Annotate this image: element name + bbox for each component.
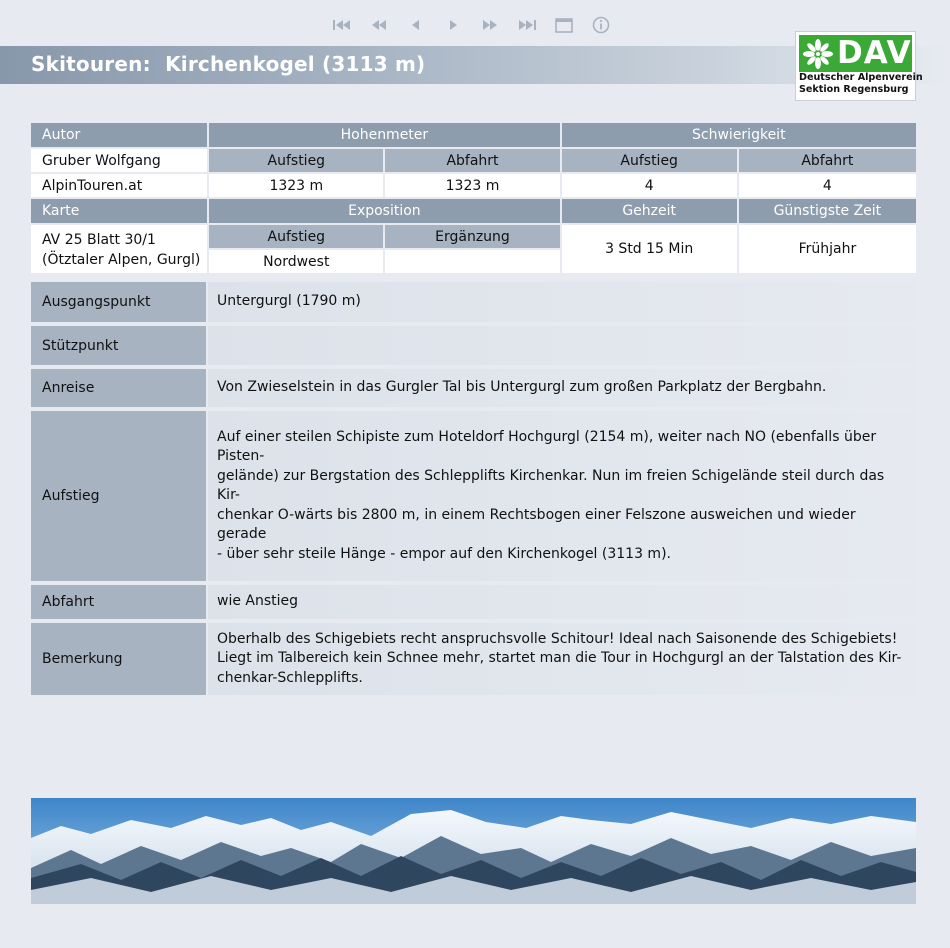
hm-aufstieg-label: Aufstieg bbox=[209, 149, 383, 172]
detail-label: Aufstieg bbox=[31, 411, 206, 581]
zeit-value: Frühjahr bbox=[739, 225, 916, 273]
previous-page-icon[interactable] bbox=[367, 14, 390, 36]
edelweiss-icon bbox=[803, 39, 833, 69]
detail-value bbox=[208, 282, 916, 322]
detail-value bbox=[208, 623, 916, 695]
exp-aufstieg-label: Aufstieg bbox=[209, 225, 383, 248]
detail-value bbox=[208, 411, 916, 581]
hohenmeter-header: Hohenmeter bbox=[209, 123, 559, 147]
first-icon[interactable] bbox=[330, 14, 353, 36]
detail-label: Anreise bbox=[31, 369, 206, 407]
detail-row-abfahrt bbox=[31, 585, 916, 619]
gehzeit-header: Gehzeit bbox=[562, 199, 737, 223]
detail-value bbox=[208, 326, 916, 365]
detail-row-stuetzpunkt bbox=[31, 326, 916, 365]
detail-label: Bemerkung bbox=[31, 623, 206, 695]
last-icon[interactable] bbox=[515, 14, 538, 36]
karte-value bbox=[31, 225, 207, 273]
detail-label: Abfahrt bbox=[31, 585, 206, 619]
karte-line-2: (Ötztaler Alpen, Gurgl) bbox=[42, 251, 201, 268]
exp-ergaenzung-label: Ergänzung bbox=[385, 225, 559, 248]
detail-row-anreise bbox=[31, 369, 916, 407]
karte-header: Karte bbox=[31, 199, 207, 223]
detail-line: wie Anstieg bbox=[217, 593, 299, 610]
detail-value bbox=[208, 585, 916, 619]
autor-name: Gruber Wolfgang bbox=[31, 149, 207, 172]
detail-line: chenkar O-wärts bis 2800 m, in einem Rechtsbogen einer Felszone ausweichen und wieder gerade bbox=[217, 506, 856, 543]
detail-row-bemerkung bbox=[31, 623, 916, 695]
window-icon[interactable] bbox=[552, 14, 575, 36]
schwierigkeit-header: Schwierigkeit bbox=[562, 123, 916, 147]
next-page-icon[interactable] bbox=[478, 14, 501, 36]
sw-abfahrt-label: Abfahrt bbox=[739, 149, 916, 172]
tour-info-table bbox=[29, 121, 918, 275]
logo-line-2: Sektion Regensburg bbox=[799, 84, 909, 95]
detail-line: Oberhalb des Schigebiets recht anspruchsvolle Schitour! Ideal nach Saisonende des Schigebiets! bbox=[217, 630, 898, 647]
autor-header: Autor bbox=[31, 123, 207, 147]
page-title: Skitouren: Kirchenkogel (3113 m) bbox=[31, 52, 426, 76]
autor-source: AlpinTouren.at bbox=[31, 174, 207, 197]
detail-line: Von Zwieselstein in das Gurgler Tal bis Untergurgl zum großen Parkplatz der Bergbahn. bbox=[217, 379, 827, 396]
detail-row-aufstieg bbox=[31, 411, 916, 581]
detail-label: Stützpunkt bbox=[31, 326, 206, 365]
detail-label: Ausgangspunkt bbox=[31, 282, 206, 322]
tour-description-table bbox=[29, 278, 918, 699]
navigation-toolbar bbox=[330, 14, 612, 36]
detail-line: Auf einer steilen Schipiste zum Hoteldorf Hochgurgl (2154 m), weiter nach NO (ebenfalls über Pisten- bbox=[217, 428, 877, 465]
detail-line: chenkar-Schlepplifts. bbox=[217, 669, 363, 686]
hm-abfahrt-label: Abfahrt bbox=[385, 149, 559, 172]
hm-aufstieg-value: 1323 m bbox=[209, 174, 383, 197]
sw-aufstieg-value: 4 bbox=[562, 174, 737, 197]
info-icon[interactable] bbox=[589, 14, 612, 36]
mountain-panorama-image bbox=[31, 798, 916, 904]
detail-value bbox=[208, 369, 916, 407]
dav-logo bbox=[795, 31, 923, 101]
gehzeit-value: 3 Std 15 Min bbox=[562, 225, 737, 273]
exp-aufstieg-value: Nordwest bbox=[209, 250, 383, 273]
zeit-header: Günstigste Zeit bbox=[739, 199, 916, 223]
detail-line: - über sehr steile Hänge - empor auf den Kirchenkogel (3113 m). bbox=[217, 545, 671, 562]
next-icon[interactable] bbox=[441, 14, 464, 36]
logo-brand: DAV bbox=[837, 35, 912, 71]
detail-line: Liegt im Talbereich kein Schnee mehr, startet man die Tour in Hochgurgl an der Talstation des Kir- bbox=[217, 650, 902, 667]
sw-abfahrt-value: 4 bbox=[739, 174, 916, 197]
hm-abfahrt-value: 1323 m bbox=[385, 174, 559, 197]
previous-icon[interactable] bbox=[404, 14, 427, 36]
karte-line-1: AV 25 Blatt 30/1 bbox=[42, 231, 156, 248]
exposition-header: Exposition bbox=[209, 199, 559, 223]
logo-line-1: Deutscher Alpenverein bbox=[799, 72, 923, 83]
exp-ergaenzung-value bbox=[385, 250, 559, 273]
detail-line: gelände) zur Bergstation des Schlepplifts Kirchenkar. Nun im freien Schigelände steil durch das Kir- bbox=[217, 467, 885, 504]
logo-badge bbox=[799, 35, 912, 72]
detail-row-ausgangspunkt bbox=[31, 282, 916, 322]
sw-aufstieg-label: Aufstieg bbox=[562, 149, 737, 172]
detail-line: Untergurgl (1790 m) bbox=[217, 293, 361, 310]
